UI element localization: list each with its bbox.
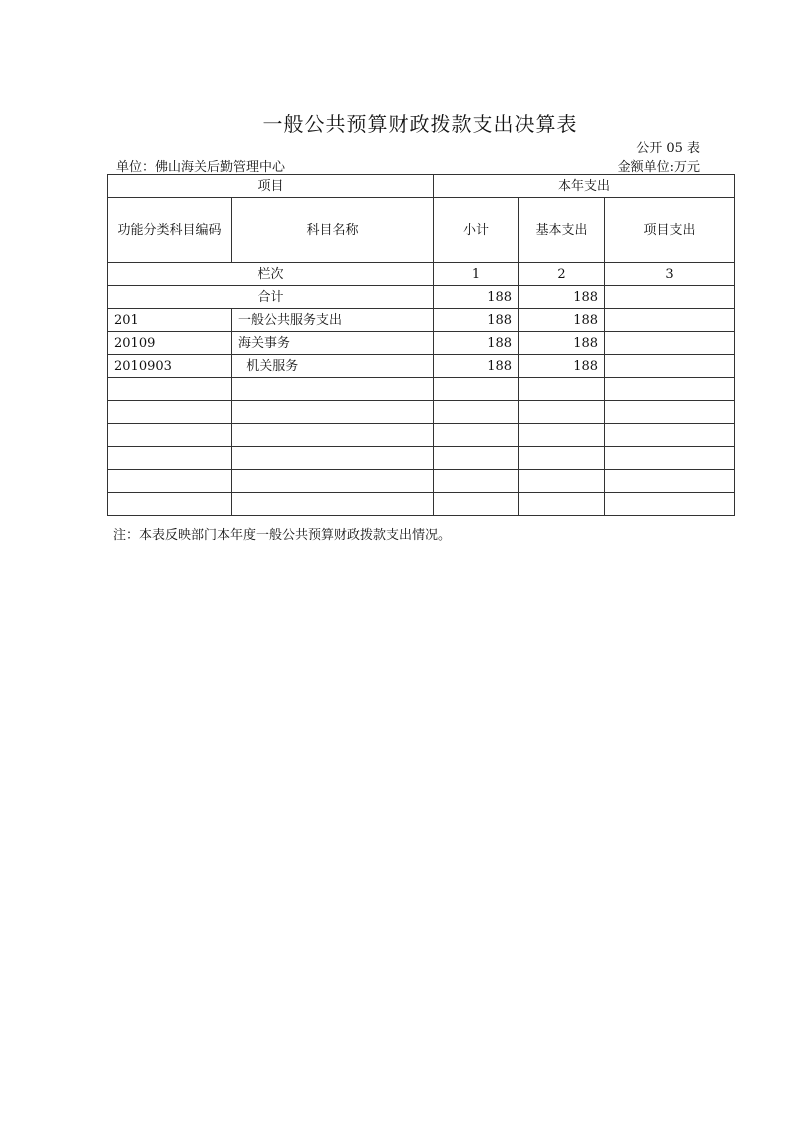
table-row [108, 332, 735, 355]
row-subtotal: 188 [434, 332, 519, 355]
header-current-year: 本年支出 [434, 175, 735, 198]
col-header-code: 功能分类科目编码 [108, 198, 232, 263]
reporting-unit: 单位：佛山海关后勤管理中心 [116, 160, 286, 175]
table-row [108, 355, 735, 378]
table-note: 注：本表反映部门本年度一般公共预算财政拨款支出情况。 [113, 528, 452, 543]
amount-unit: 金额单位:万元 [617, 160, 700, 175]
header-project: 项目 [108, 175, 434, 198]
total-row [108, 286, 735, 309]
sequence-3: 3 [605, 263, 735, 286]
report-title: 一般公共预算财政拨款支出决算表 [262, 112, 578, 136]
col-header-name: 科目名称 [232, 198, 434, 263]
row-name: 一般公共服务支出 [232, 309, 434, 332]
row-basic: 188 [519, 332, 605, 355]
sequence-2: 2 [519, 263, 605, 286]
total-basic: 188 [519, 286, 605, 309]
row-code: 20109 [108, 332, 232, 355]
row-name: 海关事务 [232, 332, 434, 355]
empty-row [108, 424, 735, 447]
row-subtotal: 188 [434, 309, 519, 332]
total-label: 合计 [108, 286, 434, 309]
empty-row [108, 447, 735, 470]
row-subtotal: 188 [434, 355, 519, 378]
col-header-project: 项目支出 [605, 198, 735, 263]
row-basic: 188 [519, 309, 605, 332]
empty-row [108, 470, 735, 493]
total-project [605, 286, 735, 309]
row-project [605, 332, 735, 355]
table-row [108, 309, 735, 332]
form-number: 公开 05 表 [636, 141, 700, 156]
total-subtotal: 188 [434, 286, 519, 309]
row-code: 201 [108, 309, 232, 332]
sequence-1: 1 [434, 263, 519, 286]
expenditure-table [107, 174, 735, 516]
sequence-row [108, 263, 735, 286]
row-project [605, 309, 735, 332]
empty-row [108, 378, 735, 401]
col-header-basic: 基本支出 [519, 198, 605, 263]
row-basic: 188 [519, 355, 605, 378]
empty-row [108, 401, 735, 424]
column-header-row [108, 198, 735, 263]
row-code: 2010903 [108, 355, 232, 378]
empty-row [108, 493, 735, 516]
table-header-row [108, 175, 735, 198]
col-header-subtotal: 小计 [434, 198, 519, 263]
row-name: 机关服务 [232, 355, 434, 378]
sequence-label: 栏次 [108, 263, 434, 286]
row-project [605, 355, 735, 378]
